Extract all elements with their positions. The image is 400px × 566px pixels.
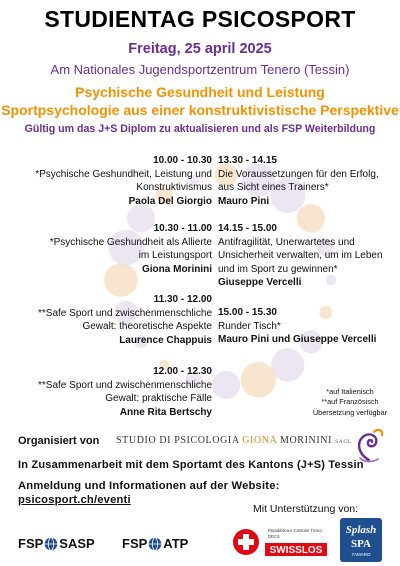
session-title-line: Konstruktivismus: [136, 182, 212, 194]
support-label: Mit Unterstützung von:: [253, 503, 359, 515]
session-title-line: Gewalt: theoretische Aspekte: [82, 321, 212, 333]
fsp-text: FSP: [18, 536, 44, 551]
session-speaker: Mauro Pini: [218, 195, 270, 207]
session-time: 14.15 - 15.00: [218, 223, 277, 234]
page-title: STUDIENTAG PSICOSPORT: [44, 6, 356, 32]
event-venue: Am Nationales Jugendsportzentrum Tenero (Tessin): [50, 62, 350, 77]
organizer-suffix: SAGL: [335, 439, 352, 445]
footnote-line: **auf Französisch: [321, 397, 379, 407]
session-left-3: [38, 293, 212, 347]
splash-spa-logo: [340, 518, 382, 562]
organizer-name-highlight: GIONA: [242, 435, 277, 446]
session-speaker: Laurence Chappuis: [119, 334, 212, 346]
session-time: 15.00 - 15.30: [218, 307, 277, 318]
fsp-text: FSP: [122, 536, 148, 551]
session-right-3: [218, 306, 376, 347]
session-title-line: im Leistungsport: [138, 250, 212, 262]
session-right-1: [218, 154, 379, 208]
validity-note: Gültig um das J+S Diplom zu aktualisieren und als FSP Weiterbildung: [24, 123, 376, 135]
organizer-name-part: STUDIO DI PSICOLOGIA: [116, 435, 243, 446]
session-left-1: [35, 154, 212, 208]
swisslos-logo: [232, 520, 332, 560]
fsp-sasp-logo: [18, 536, 95, 551]
session-title-line: *Psychische Geshundheit, Leistung und: [35, 168, 212, 180]
event-date: Freitag, 25 april 2025: [128, 41, 272, 57]
decorative-dot: [241, 362, 277, 398]
spiral-logo-icon: [352, 424, 386, 464]
organizer-name-part: MORININI: [276, 435, 333, 446]
session-left-4: [38, 365, 212, 419]
decorative-dot: [212, 371, 240, 399]
session-time: 10.30 - 11.00: [153, 223, 212, 234]
footnote-line: Übersetzung verfügbar: [312, 407, 388, 417]
globe-icon: [148, 537, 162, 551]
session-title-line: *Psychische Geshundheit als Allierte: [49, 236, 212, 248]
subtitle-primary: Psychische Gesundheit und Leistung: [75, 84, 325, 100]
tamaro-text: TAMARO: [351, 552, 371, 557]
session-title-line: und im Sport zu gewinnen*: [218, 263, 338, 275]
session-speaker: Giona Morinini: [142, 263, 212, 275]
globe-icon: [44, 537, 58, 551]
session-title-line: Die Voraussetzungen für den Erfolg,: [218, 168, 379, 180]
session-speaker: Mauro Pini und Giuseppe Vercelli: [218, 334, 377, 346]
registration-info: Anmeldung und Informationen auf der Website:: [18, 480, 280, 492]
footnote-line: *auf Italienisch: [326, 387, 374, 396]
fsp-atp-logo: [122, 536, 188, 551]
session-time: 11.30 - 12.00: [153, 294, 212, 305]
sasp-text: SASP: [59, 536, 95, 551]
session-speaker: Anne Rita Bertschy: [119, 406, 212, 418]
spa-text: SPA: [351, 538, 371, 550]
subtitle-secondary: Sportpsychologie aus einer konstruktivistische Perspektive: [1, 102, 399, 118]
swisslos-text: SWISSLOS: [269, 545, 323, 556]
session-title-line: aus Sicht eines Trainers*: [218, 182, 329, 194]
session-time: 12.00 - 12.30: [153, 366, 212, 377]
session-title-line: **Safe Sport und zwischenmenschliche: [38, 379, 212, 391]
session-title-line: Runder Tisch*: [218, 320, 281, 332]
organizer-name: [116, 435, 352, 446]
session-title-line: **Safe Sport und zwischenmenschliche: [38, 307, 212, 319]
session-title-line: Unsicherheit verwalten, um im Leben: [218, 250, 383, 262]
splash-text: Splash: [345, 524, 377, 536]
collaboration-note: In Zusammenarbeit mit dem Sportamt des Kantons (J+S) Tessin: [18, 459, 364, 471]
session-time: 13.30 - 14.15: [218, 155, 277, 166]
session-title-line: Gewalt: praktische Fälle: [105, 393, 212, 405]
organizer-label: Organisiert von: [18, 435, 100, 447]
session-time: 10.00 - 10.30: [153, 155, 212, 166]
language-footnote: [304, 387, 396, 418]
decs-text: DECS: [268, 534, 280, 539]
website-link[interactable]: psicosport.ch/eventi: [18, 494, 131, 506]
decorative-dot: [271, 348, 304, 381]
session-left-2: [50, 222, 212, 276]
session-speaker: Paola Del Giorgio: [128, 195, 212, 207]
session-speaker: Giuseppe Vercelli: [218, 277, 302, 289]
ticino-text: Repubblica e Cantone Ticino: [268, 528, 322, 533]
atp-text: ATP: [163, 536, 189, 551]
session-right-2: [218, 222, 383, 290]
session-title-line: Antifragilität, Unerwartetes und: [218, 236, 355, 248]
